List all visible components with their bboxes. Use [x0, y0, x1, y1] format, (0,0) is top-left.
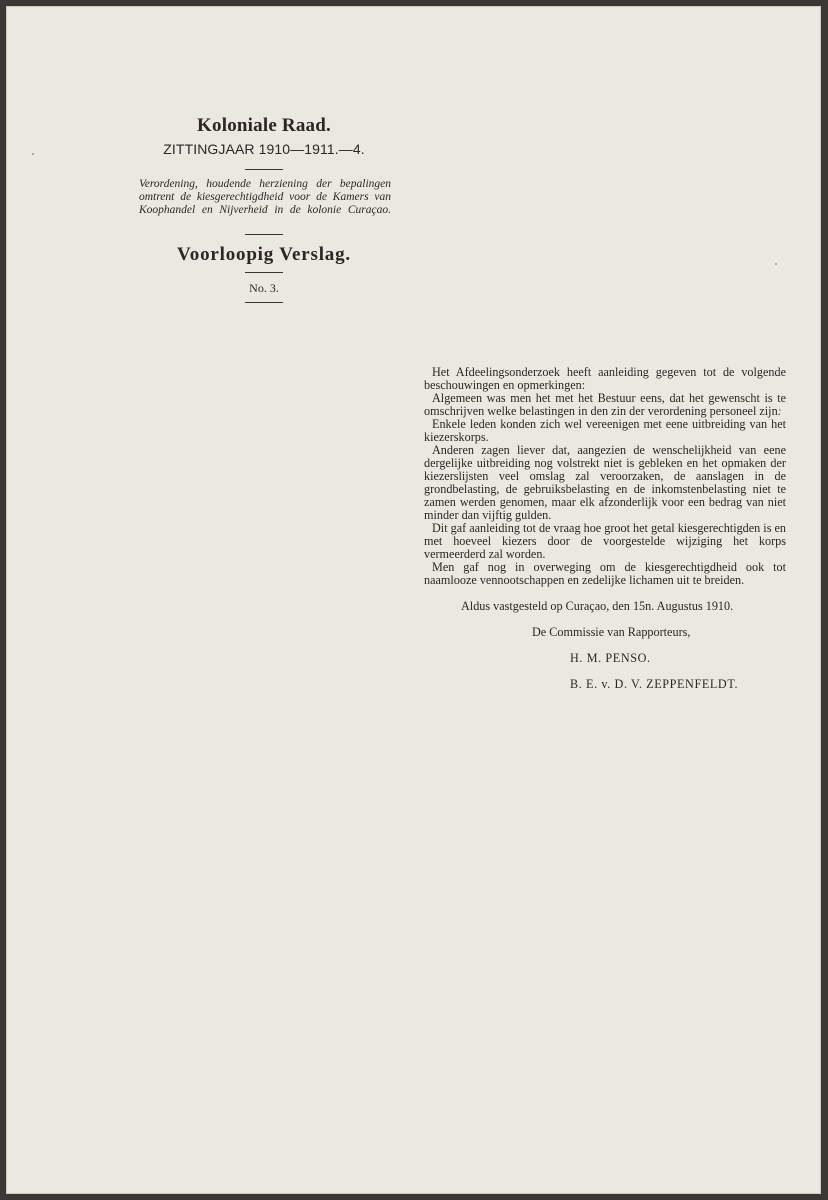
body-paragraph: Dit gaf aanleiding tot de vraag hoe groot het getal kiesgerechtigden is en met hoeveel kiezers door de voorgestelde wijziging het korps vermeerderd zal worden. [424, 521, 786, 561]
session-year: ZITTINGJAAR 1910—1911.—4. [163, 141, 365, 157]
commission-line: De Commissie van Rapporteurs, [532, 625, 691, 639]
signatory: B. E. v. D. V. ZEPPENFELDT. [570, 677, 739, 691]
document-header [137, 114, 391, 311]
signatory: H. M. PENSO. [570, 651, 651, 665]
report-body [424, 366, 786, 691]
body-paragraph: Algemeen was men het met het Bestuur eens, dat het gewenscht is te omschrijven welke belastingen in den zin der verordening personeel zijn. [424, 391, 786, 418]
council-title: Koloniale Raad. [197, 115, 331, 136]
document-number: No. 3. [249, 281, 279, 295]
divider [245, 272, 283, 273]
date-line: Aldus vastgesteld op Curaçao, den 15n. Augustus 1910. [461, 599, 734, 613]
body-paragraph: Het Afdeelingsonderzoek heeft aanleiding gegeven tot de volgende beschouwingen en opmerkingen: [424, 365, 786, 392]
body-paragraph: Anderen zagen liever dat, aangezien de wenschelijkheid van eene dergelijke uitbreiding nog volstrekt niet is gebleken en het opmaken der kiezerslijsten veel omslag zal veroorzaken, de aanslagen in de grondbelasting, de gebruiksbelasting en de inkomstenbelasting niet te zamen werden genomen, maar elk afzonderlijk voor een bedrag van niet minder dan vijftig gulden. [424, 443, 786, 522]
divider [245, 169, 283, 170]
paper-speck [775, 263, 777, 265]
paper-speck [32, 153, 34, 155]
document-page [6, 6, 821, 1194]
report-title: Voorloopig Verslag. [177, 244, 351, 265]
divider [245, 234, 283, 235]
body-paragraph: Men gaf nog in overweging om de kiesgerechtigdheid ook tot naamlooze vennootschappen en zedelijke lichamen uit te breiden. [424, 560, 786, 587]
ordinance-subject: Verordening, houdende herziening der bepalingen omtrent de kiesgerechtigdheid voor de Kamers van Koophandel en Nijverheid in de kolonie Curaçao. [139, 178, 391, 216]
divider [245, 302, 283, 303]
body-paragraph: Enkele leden konden zich wel vereenigen met eene uitbreiding van het kiezerskorps. [424, 417, 786, 444]
